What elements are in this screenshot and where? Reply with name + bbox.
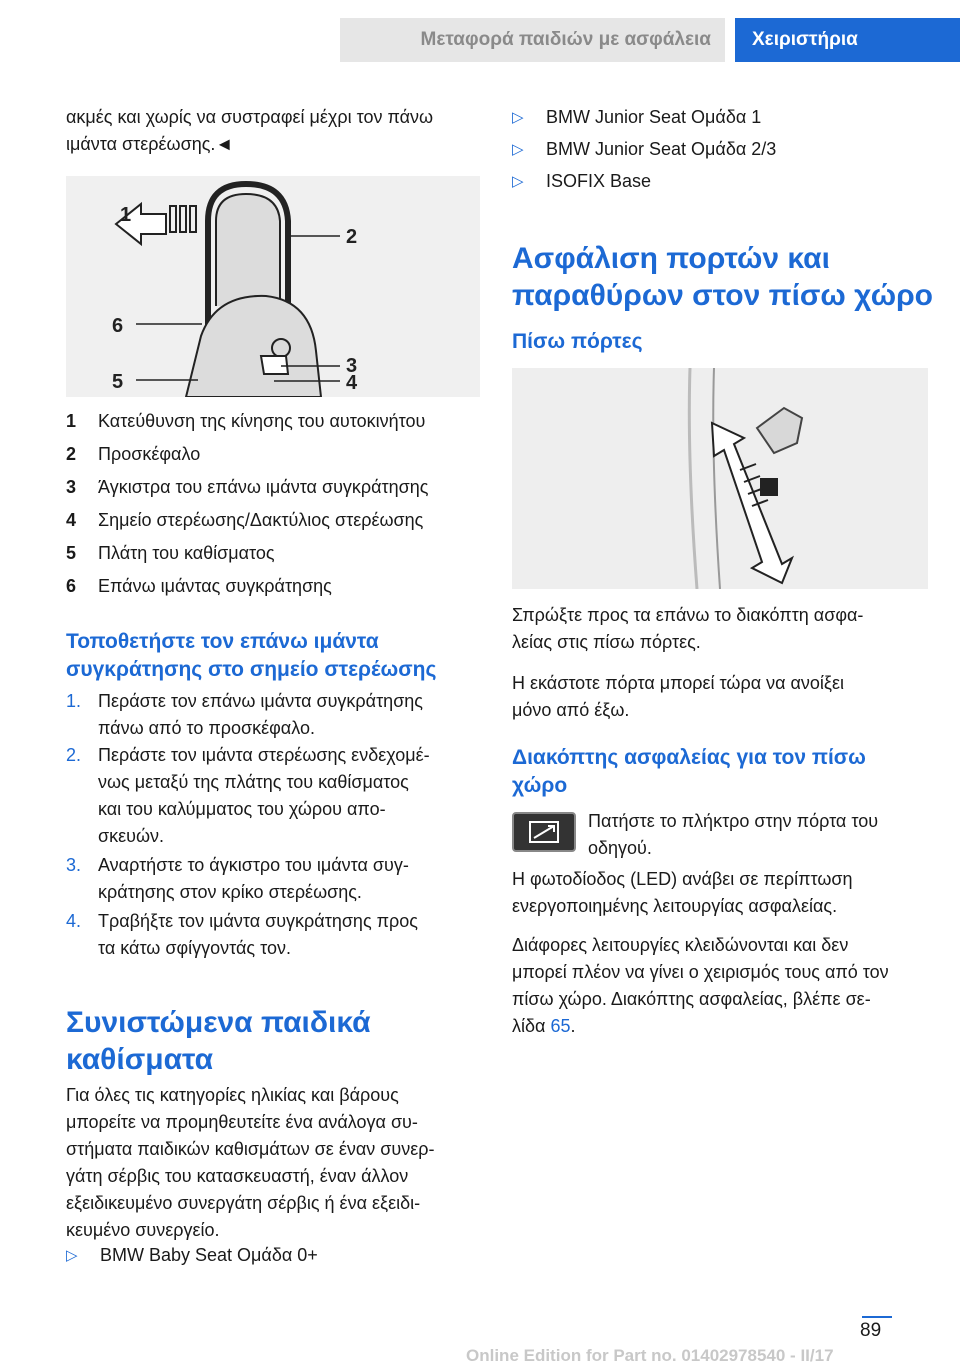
step-text xyxy=(98,908,478,962)
step-line: Αναρτήστε το άγκιστρο του ιμάντα συγ‐ xyxy=(98,855,409,875)
heading-line-1: Ασφάλιση πορτών και xyxy=(512,242,830,275)
heading-line-2: παραθύρων στον πίσω χώρο xyxy=(512,279,933,312)
functions-paragraph xyxy=(512,932,942,1040)
subheading-line-1: Διακόπτης ασφαλείας για τον πίσω xyxy=(512,746,866,769)
bullet-text: BMW Junior Seat Ομάδα 2/3 xyxy=(546,139,777,159)
figure-child-lock xyxy=(512,368,928,589)
step-text xyxy=(98,688,478,742)
fig1-label-5: 5 xyxy=(112,371,124,393)
heading-line-1: Συνιστώμενα παιδικά xyxy=(66,1006,371,1039)
subheading-tether-install xyxy=(66,628,486,684)
tether-strap-illustration xyxy=(66,176,480,397)
heading-line-2: καθίσματα xyxy=(66,1043,214,1076)
subheading-line-2: συγκράτησης στο σημείο στερέωσης xyxy=(66,658,437,681)
heading-recommended-seats xyxy=(66,1004,486,1078)
intro-line-2: ιμάντα στερέωσης.◄ xyxy=(66,134,234,154)
intro-line-1: ακμές και χωρίς να συστραφεί μέχρι τον πάνω xyxy=(66,107,434,127)
step-line: Τραβήξτε τον ιμάντα συγκράτησης προς xyxy=(98,911,418,931)
page-number: 89 xyxy=(860,1320,882,1341)
fig1-label-4: 4 xyxy=(346,372,358,394)
subheading-line-1: Τοποθετήστε τον επάνω ιμάντα xyxy=(66,630,379,653)
triangle-bullet-icon: ▷ xyxy=(512,141,524,158)
para-line: εξειδικευμένο συνεργάτη σέρβις ή ένα εξειδι‐ xyxy=(66,1193,421,1213)
step-line: κράτησης στον κρίκο στερέωσης. xyxy=(98,882,362,902)
para-line: οδηγού. xyxy=(588,838,652,858)
legend-num: 4 xyxy=(66,510,77,530)
figure-legend xyxy=(66,408,478,606)
bullet-text: ISOFIX Base xyxy=(546,171,652,191)
step-number: 1. xyxy=(66,691,82,711)
legend-row xyxy=(66,474,478,507)
triangle-bullet-icon: ▷ xyxy=(512,109,524,126)
step-line: Περάστε τον επάνω ιμάντα συγκράτησης xyxy=(98,691,423,711)
edition-text: Online Edition for Part no. 01402978540 - II/17 xyxy=(466,1346,834,1362)
window-lock-button-icon xyxy=(512,812,576,852)
para-line: ενεργοποιημένης λειτουργίας ασφαλείας. xyxy=(512,896,838,916)
step-line: νως μεταξύ της πλάτης του καθίσματος xyxy=(98,772,409,792)
anchor-plate xyxy=(261,356,288,374)
button-description xyxy=(588,808,928,862)
para-text: . xyxy=(570,1016,576,1036)
step-line: Περάστε τον ιμάντα στερέωσης ενδεχομέ‐ xyxy=(98,745,430,765)
figure-tether-strap xyxy=(66,176,480,397)
page-link[interactable]: 65 xyxy=(550,1016,571,1036)
fig1-label-3: 3 xyxy=(346,355,358,377)
rear-doors-para-1 xyxy=(512,602,932,656)
legend-num: 1 xyxy=(66,411,77,431)
triangle-bullet-icon: ▷ xyxy=(66,1247,78,1264)
page-header xyxy=(0,0,960,62)
fig1-label-6: 6 xyxy=(112,315,124,337)
step-text xyxy=(98,742,478,850)
intro-text xyxy=(66,104,478,158)
para-line: μπορεί πλέον να γίνει ο χειρισμός τους από τον xyxy=(512,962,889,982)
page-footer xyxy=(0,1316,960,1362)
subheading-rear-doors: Πίσω πόρτες xyxy=(512,330,643,353)
rear-doors-para-2 xyxy=(512,670,932,724)
para-line: στήματα παιδικών καθισμάτων σε έναν συνερ‐ xyxy=(66,1139,435,1159)
para-line-last xyxy=(512,1013,942,1040)
legend-row xyxy=(66,573,478,606)
legend-row xyxy=(66,507,478,540)
bullet-text: BMW Baby Seat Ομάδα 0+ xyxy=(100,1245,318,1265)
heading-door-lock xyxy=(512,240,952,314)
legend-num: 2 xyxy=(66,444,77,464)
legend-num: 5 xyxy=(66,543,77,563)
legend-text: Άγκιστρα του επάνω ιμάντα συγκράτησης xyxy=(98,477,429,497)
step-number: 4. xyxy=(66,911,82,931)
legend-text: Κατεύθυνση της κίνησης του αυτοκινήτου xyxy=(98,411,426,431)
para-line: μόνο από έξω. xyxy=(512,700,630,720)
legend-row xyxy=(66,540,478,573)
bullet-text: BMW Junior Seat Ομάδα 1 xyxy=(546,107,762,127)
window-lock-symbol xyxy=(514,814,574,850)
step-number: 3. xyxy=(66,855,82,875)
step-line: τα κάτω σφίγγοντάς τον. xyxy=(98,938,291,958)
step-line: και του καλύμματος του χώρου απο‐ xyxy=(98,799,386,819)
door-background xyxy=(512,368,928,589)
led-paragraph xyxy=(512,866,932,920)
lock-switch xyxy=(760,478,778,496)
subheading-line-2: χώρο xyxy=(512,774,568,797)
para-line: Για όλες τις κατηγορίες ηλικίας και βάρους xyxy=(66,1085,399,1105)
header-section-title: Μεταφορά παιδιών με ασφάλεια xyxy=(340,18,725,62)
para-line: λείας στις πίσω πόρτες. xyxy=(512,632,701,652)
legend-row xyxy=(66,441,478,474)
arrow-bar-1 xyxy=(170,206,176,232)
para-line: γάτη σέρβις του κατασκευαστή, έναν άλλον xyxy=(66,1166,409,1186)
step-text xyxy=(98,852,478,906)
legend-text: Σημείο στερέωσης/Δακτύλιος στερέωσης xyxy=(98,510,424,530)
subheading-rear-safety-switch xyxy=(512,744,932,800)
step-line: σκευών. xyxy=(98,826,165,846)
para-line: Σπρώξτε προς τα επάνω το διακόπτη ασφα‐ xyxy=(512,605,864,625)
footer-accent-line xyxy=(862,1316,892,1318)
recommended-seats-paragraph xyxy=(66,1082,486,1244)
child-lock-illustration xyxy=(512,368,928,589)
legend-num: 6 xyxy=(66,576,77,596)
para-line: Η φωτοδίοδος (LED) ανάβει σε περίπτωση xyxy=(512,869,853,889)
para-line: Η εκάστοτε πόρτα μπορεί τώρα να ανοίξει xyxy=(512,673,845,693)
legend-text: Πλάτη του καθίσματος xyxy=(98,543,275,563)
fig1-label-2: 2 xyxy=(346,226,358,248)
arrow-bar-2 xyxy=(180,206,186,232)
strike-line xyxy=(534,826,554,838)
step-number: 2. xyxy=(66,745,82,765)
headrest-shape xyxy=(216,194,280,306)
step-line: πάνω από το προσκέφαλο. xyxy=(98,718,315,738)
fig1-label-1: 1 xyxy=(120,204,132,226)
para-text: λίδα xyxy=(512,1016,551,1036)
para-line: Πατήστε το πλήκτρο στην πόρτα του xyxy=(588,811,879,831)
para-line: Διάφορες λειτουργίες κλειδώνονται και δεν xyxy=(512,935,849,955)
triangle-bullet-icon: ▷ xyxy=(512,173,524,190)
header-chapter-tab: Χειριστήρια xyxy=(735,18,960,62)
para-line: κευμένο συνεργείο. xyxy=(66,1220,220,1240)
arrow-bar-3 xyxy=(190,206,196,232)
legend-text: Προσκέφαλο xyxy=(98,444,201,464)
legend-num: 3 xyxy=(66,477,77,497)
legend-text: Επάνω ιμάντας συγκράτησης xyxy=(98,576,332,596)
para-line: μπορείτε να προμηθευτείτε ένα ανάλογα συ‐ xyxy=(66,1112,418,1132)
legend-row xyxy=(66,408,478,441)
para-line: πίσω χώρο. Διακόπτης ασφαλείας, βλέπε σε‐ xyxy=(512,989,871,1009)
